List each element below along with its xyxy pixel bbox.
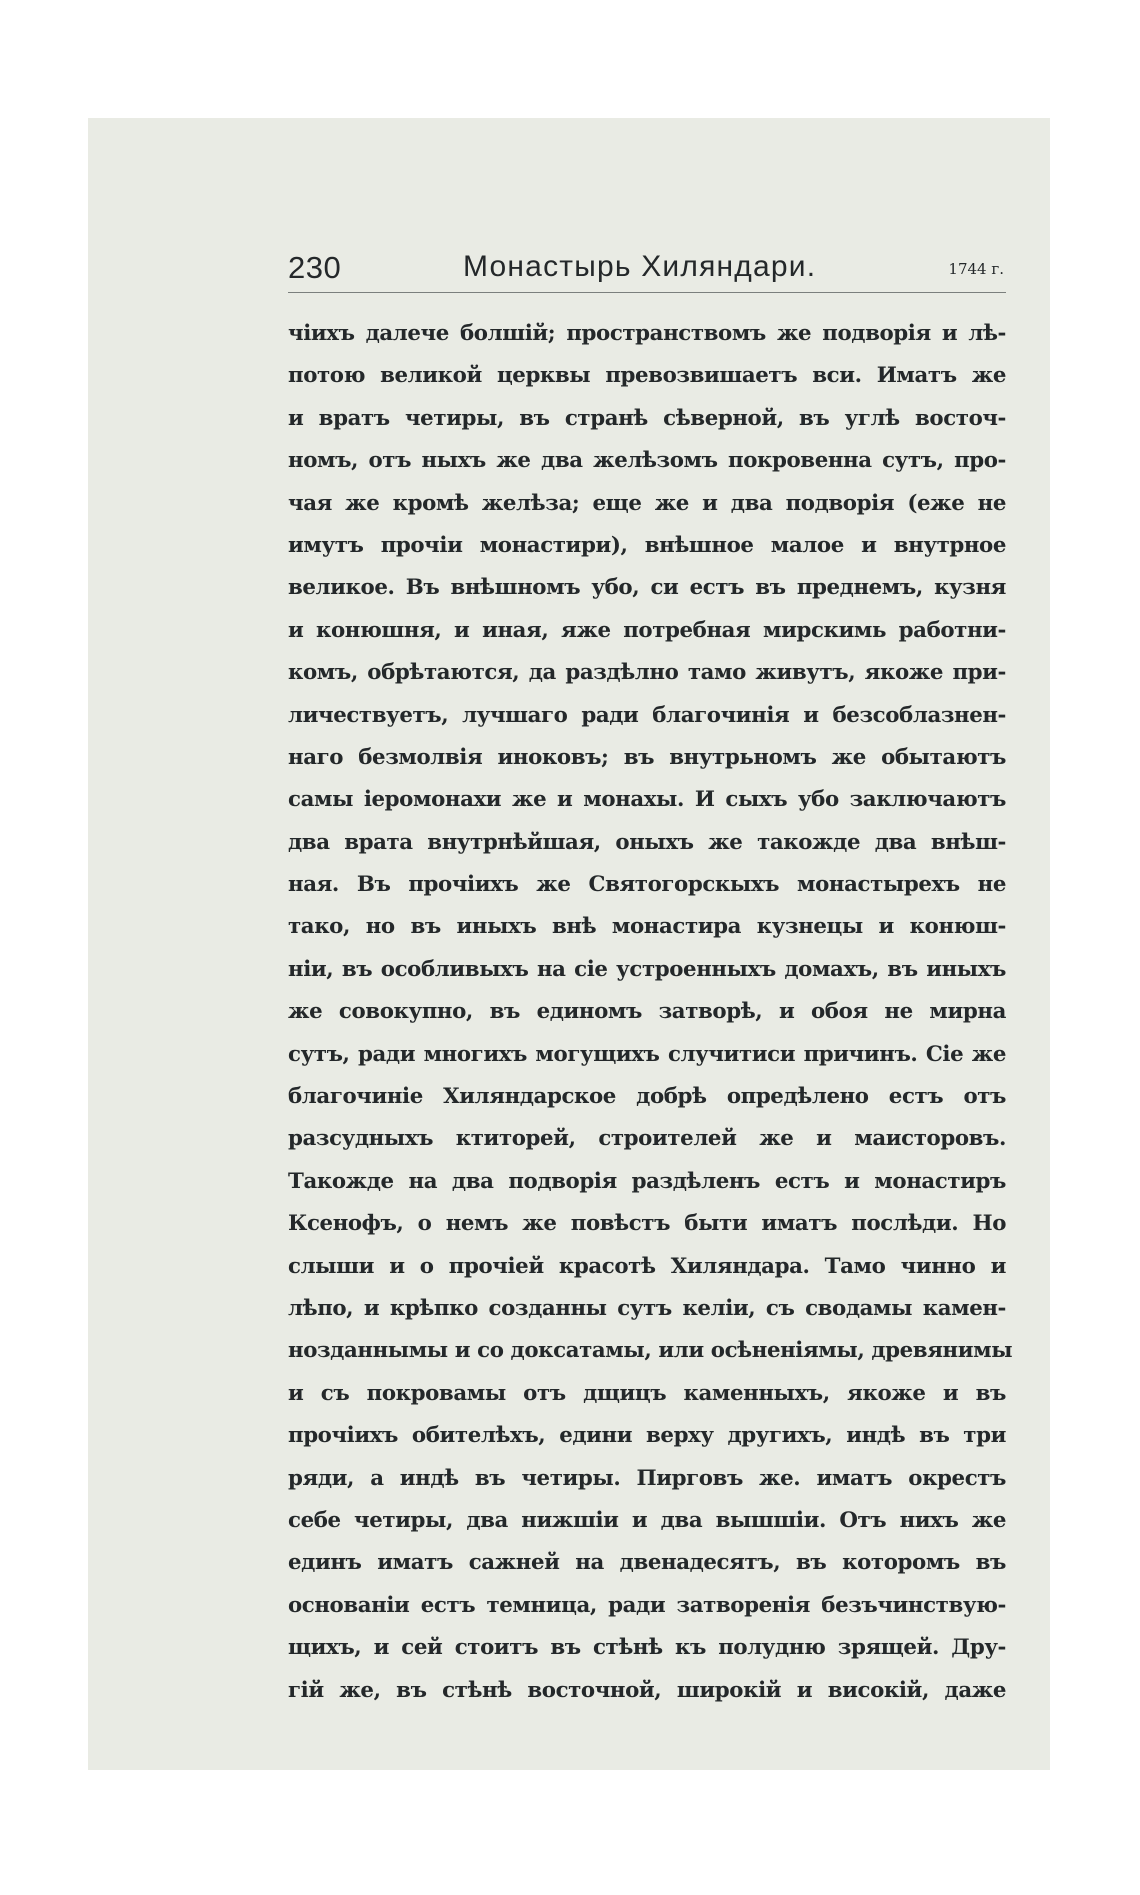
text-line: основанiи естъ темница, ради затворенiя безъчинствую- xyxy=(288,1592,1006,1618)
text-line: щихъ, и сей стоитъ въ стѣнѣ къ полудню зрящей. Дру- xyxy=(288,1635,1006,1661)
year-marker: 1744 г. xyxy=(948,260,1004,278)
text-line: себе четиры, два нижшiи и два вышшiи. Отъ нихъ же xyxy=(288,1507,1006,1533)
text-line: имутъ прочiи монастири), внѣшное малое и внутрное xyxy=(288,532,1006,558)
text-line: и конюшня, и иная, яже потребная мирскимь работни- xyxy=(288,617,1006,643)
text-line: прочiихъ обителѣхъ, едини верху другихъ, индѣ въ три xyxy=(288,1423,1006,1449)
text-line: чiихъ далече болшiй; пространствомъ же подворiя и лѣ- xyxy=(288,321,1006,346)
text-line: Такожде на два подворiя раздѣленъ естъ и монастиръ xyxy=(288,1168,1006,1194)
text-line: ряди, а индѣ въ четиры. Пирговъ же. иматъ окрестъ xyxy=(288,1465,1006,1491)
text-line: Ксенофъ, о немъ же повѣстъ быти иматъ послѣди. Но xyxy=(288,1211,1006,1237)
text-line: лѣпо, и крѣпко созданны сутъ келiи, съ сводамы камен- xyxy=(288,1295,1006,1321)
text-line: комъ, обрѣтаются, да раздѣлно тамо живутъ, якоже при- xyxy=(288,660,1006,686)
text-line: два врата внутрнѣйшая, оныхъ же такожде два внѣш- xyxy=(288,829,1006,855)
body-text xyxy=(288,313,1013,1712)
text-line: самы iеромонахи же и монахы. И сыхъ убо заключаютъ xyxy=(288,787,1006,813)
text-line: великое. Въ внѣшномъ убо, си естъ въ преднемъ, кузня xyxy=(288,575,1006,601)
page-header xyxy=(288,250,1006,293)
text-line: тако, но въ иныхъ внѣ монастира кузнецы и конюш- xyxy=(288,914,1006,940)
text-line: сутъ, ради многихъ могущихъ случитиси причинъ. Сiе же xyxy=(288,1041,1006,1067)
text-line: ная. Въ прочiихъ же Святогорскыхъ монастырехъ не xyxy=(288,872,1006,898)
text-line: номъ, отъ ныхъ же два желѣзомъ покровенна сутъ, про- xyxy=(288,448,1006,474)
text-line: чая же кромѣ желѣза; еще же и два подворiя (еже не xyxy=(288,490,1006,516)
text-line: и вратъ четиры, въ странѣ сѣверной, въ углѣ восточ- xyxy=(288,405,1006,431)
text-line: личествуетъ, лучшаго ради благочинiя и безсоблазнен- xyxy=(288,702,1006,728)
text-line: единъ иматъ сажней на двенадесятъ, въ которомъ въ xyxy=(288,1550,1006,1576)
book-page xyxy=(288,250,1013,1712)
text-line: наго безмолвiя иноковъ; въ внутрьномъ же обытаютъ xyxy=(288,744,1006,770)
running-title: Монастырь Хиляндари. xyxy=(463,250,817,283)
text-line: нозданнымы и со доксатамы, или осѣненiямы, древянимы xyxy=(288,1338,1013,1364)
page-number: 230 xyxy=(288,250,342,285)
text-line: и съ покровамы отъ дщицъ каменныхъ, якоже и въ xyxy=(288,1380,1006,1406)
text-line: нiи, въ особливыхъ на сiе устроенныхъ домахъ, въ иныхъ xyxy=(288,956,1006,982)
text-line: потою великой церквы превозвишаетъ вси. Иматъ же xyxy=(288,363,1006,389)
text-line: гiй же, въ стѣнѣ восточной, широкiй и високiй, даже xyxy=(288,1677,1006,1703)
text-line: благочинiе Хиляндарское добрѣ опредѣлено естъ отъ xyxy=(288,1084,1006,1110)
text-line: же совокупно, въ единомъ затворѣ, и обоя не мирна xyxy=(288,999,1006,1025)
text-line: разсудныхъ ктиторей, строителей же и маисторовъ. xyxy=(288,1126,1006,1152)
text-line: слыши и о прочiей красотѣ Хиляндара. Тамо чинно и xyxy=(288,1253,1006,1279)
